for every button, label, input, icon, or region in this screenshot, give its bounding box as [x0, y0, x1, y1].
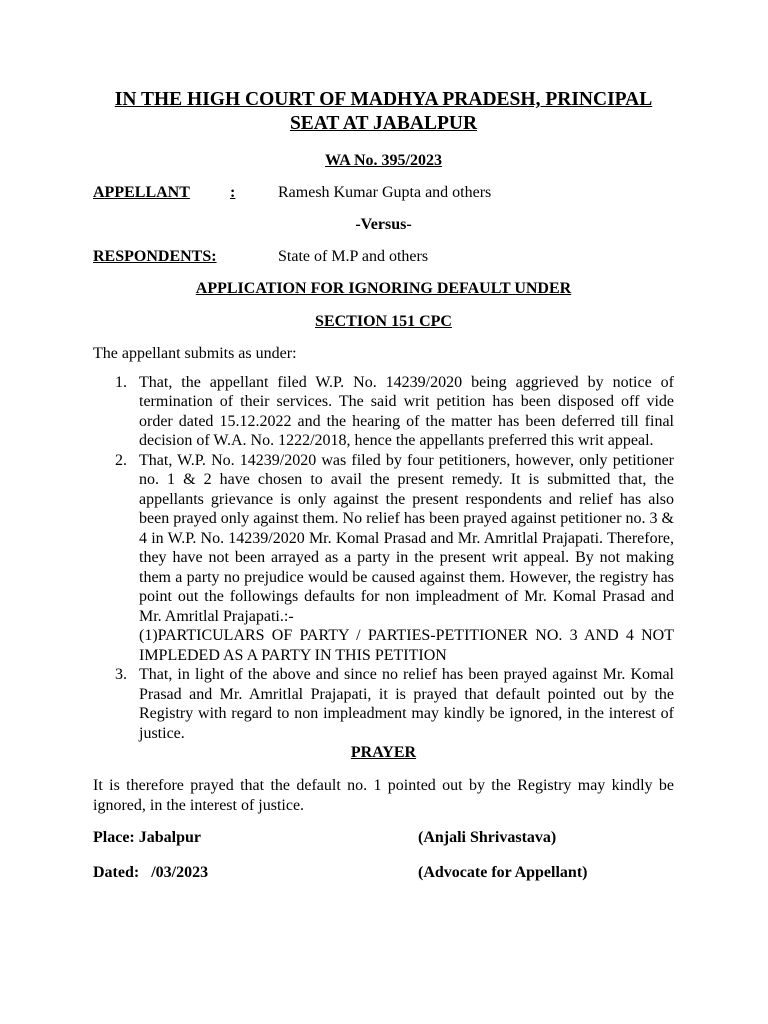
intro-text: The appellant submits as under: [93, 345, 297, 362]
list-item [115, 373, 674, 451]
point-text: That, in light of the above and since no relief has been prayed against Mr. Komal Prasad and Mr. Amritlal Prajapati, it is prayed that default pointed out by the Registry with regard to non impleadment may kindly be ignored, in the interest of justice. [139, 666, 674, 742]
court-title-line-1: IN THE HIGH COURT OF MADHYA PRADESH, PRINCIPAL [114, 89, 653, 110]
prayer-text: It is therefore prayed that the default no. 1 pointed out by the Registry may kindly be ignored, in the interest of justice. [93, 777, 674, 814]
application-heading-line-1: APPLICATION FOR IGNORING DEFAULT UNDER [195, 280, 572, 297]
signature-row-2 [93, 863, 674, 883]
point-text: That, W.P. No. 14239/2020 was filed by four petitioners, however, only petitioner no. 1 & 2 have chosen to avail the present remedy. It is submitted that, the appellants grievance is only against the present respondents and relief has also been prayed only against them. No relief has been prayed against petitioner no. 3 & 4 in W.P. No. 14239/2020 Mr. Komal Prasad and Mr. Amritlal Prajapati. Therefore, they have not been arrayed as a party in the present writ appeal. By not making them a party no prejudice would be caused against them. However, the registry has point out the followings defaults for non impleadment of Mr. Komal Prasad and Mr. Amritlal Prajapati.:- [139, 451, 674, 625]
appellant-colon: : [230, 184, 236, 201]
respondents-row [93, 247, 674, 267]
court-title-line-2: SEAT AT JABALPUR [289, 113, 478, 134]
appellant-label: APPELLANT [93, 184, 190, 201]
respondents-value: State of M.P and others [278, 248, 429, 265]
dated-label: Dated: /03/2023 [93, 864, 209, 881]
respondents-label-group [93, 247, 278, 267]
place-label: Place: Jabalpur [93, 829, 201, 846]
case-number: WA No. 395/2023 [325, 152, 442, 169]
points-list [93, 373, 674, 744]
court-title [93, 88, 674, 136]
advocate-name: (Anjali Shrivastava) [418, 829, 557, 846]
appellant-row [93, 183, 674, 203]
point-number: 1. [115, 373, 127, 391]
point-number: 3. [115, 666, 127, 683]
versus-label: -Versus- [355, 216, 412, 233]
signature-row-1 [93, 828, 674, 848]
list-item [115, 665, 674, 743]
point-number: 2. [115, 451, 127, 469]
application-heading-line-2: SECTION 151 CPC [315, 313, 452, 330]
respondents-label: RESPONDENTS: [93, 248, 217, 265]
appellant-label-group [93, 183, 278, 203]
prayer-heading: PRAYER [350, 744, 417, 761]
document-page [93, 88, 674, 883]
point-text: That, the appellant filed W.P. No. 14239/2020 being aggrieved by notice of termination of their services. The said writ petition has been disposed off vide order dated 15.12.2022 and the hearing of the matter has been deferred till final decision of W.A. No. 1222/2018, hence the appellants preferred this writ appeal. [139, 373, 674, 449]
advocate-role: (Advocate for Appellant) [418, 864, 588, 881]
point-default-particulars: (1)PARTICULARS OF PARTY / PARTIES-PETITIONER NO. 3 AND 4 NOT IMPLEDED AS A PARTY IN THIS PETITION [139, 627, 674, 664]
appellant-value: Ramesh Kumar Gupta and others [278, 184, 492, 201]
list-item [115, 451, 674, 666]
